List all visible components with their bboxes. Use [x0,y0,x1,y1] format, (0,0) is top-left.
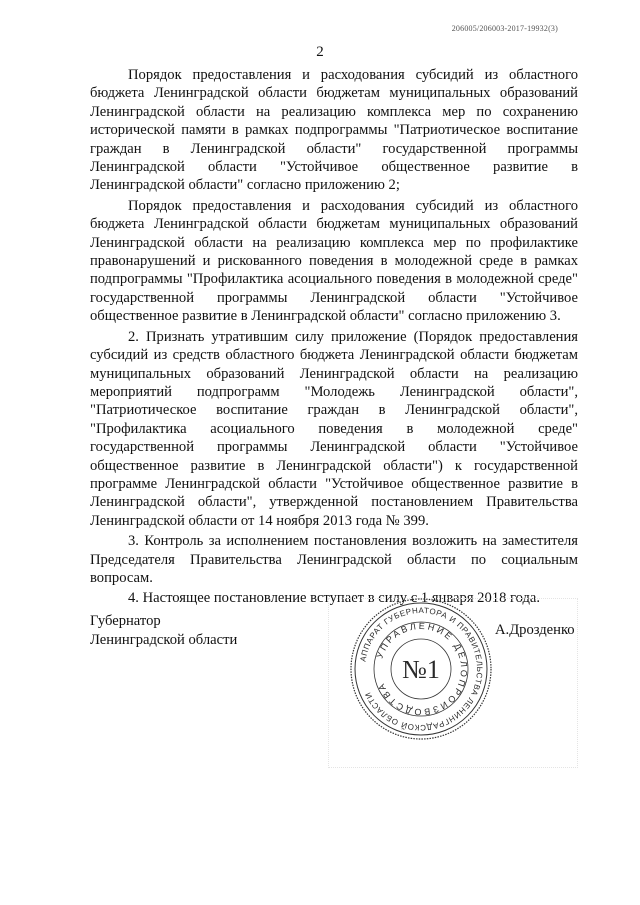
paragraph-item-4: 4. Настоящее постановление вступает в силу с 1 января 2018 года. [128,590,541,607]
seal-outer-text: АППАРАТ ГУБЕРНАТОРА И ПРАВИТЕЛЬСТВА ЛЕНИНГРАДСКОЙ ОБЛАСТИ [358,605,485,733]
document-body [90,66,578,610]
seal-inner-text: УПРАВЛЕНИЕ ДЕЛОПРОИЗВОДСТВА [374,620,470,718]
official-seal-icon [346,594,496,744]
seal-center-number: №1 [402,655,440,684]
paragraph-item-3: 3. Контроль за исполнением постановления возложить на заместителя Председателя Правительства Ленинградской области по социальным вопросам. [90,533,578,586]
document-code: 206005/206003-2017-19932(3) [451,24,558,33]
paragraph-item-2: 2. Признать утратившим силу приложение (Порядок предоставления субсидий из средств областного бюджета Ленинградской области бюджетам муниципальных образований Ленинградской области на реализацию мероприятий подпрограмм "Молодежь Ленинградской области", "Патриотическое воспитание граждан в Ленинградской области", "Профилактика асоциального поведения в молодежной среде" государственной программы Ленинградской области "Устойчивое общественное развитие в Ленинградской области") к государственной программе Ленинградской области "Устойчивое общественное развитие в Ленинградской области", утвержденной постановлением Правительства Ленинградской области от 14 ноября 2013 года № 399. [90,328,578,529]
paragraph-appendix-3: Порядок предоставления и расходования субсидий из областного бюджета Ленинградской области бюджетам муниципальных образований Ленинградской области на реализацию комплекса мер по профилактике правонарушений и рискованного поведения в молодежной среде в рамках подпрограммы "Профилактика асоциального поведения в молодежной среде" государственной программы Ленинградской области "Устойчивое общественное развитие в Ленинградской области" согласно приложению 3. [90,197,578,325]
signatory-name: А.Дрозденко [495,622,575,638]
paragraph-appendix-2: Порядок предоставления и расходования субсидий из областного бюджета Ленинградской области бюджетам муниципальных образований Ленинградской области на реализацию комплекса мер по сохранению исторической памяти в рамках подпрограммы "Патриотическое воспитание граждан в Ленинградской области" государственной программы Ленинградской области "Устойчивое общественное развитие в Ленинградской области" согласно приложению 2; [90,67,578,194]
page-number: 2 [316,44,324,60]
signatory-title [90,612,237,650]
signatory-title-line2: Ленинградской области [90,632,238,648]
signatory-title-line1: Губернатор [90,613,161,629]
